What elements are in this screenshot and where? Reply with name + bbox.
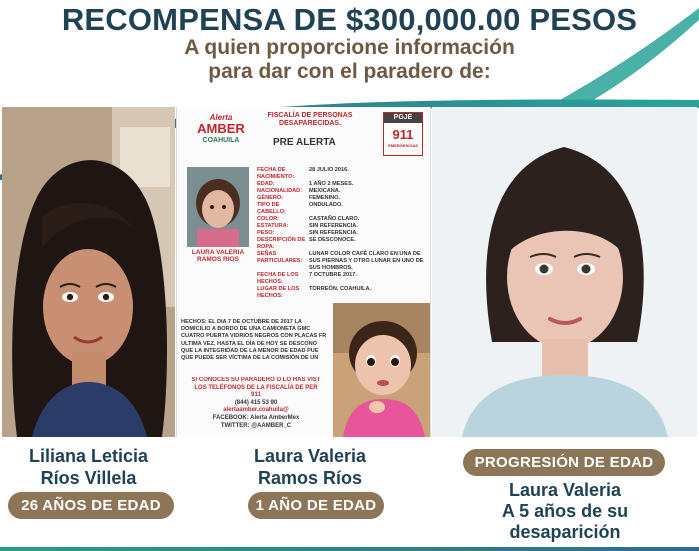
poster-field-row bbox=[257, 188, 427, 195]
logo-line3: COAHUILA bbox=[202, 137, 240, 145]
reward-subtitle-line1: A quien proporcione información bbox=[184, 36, 515, 59]
field-value: CASTAÑO CLARO. bbox=[309, 216, 360, 222]
child-portrait-small bbox=[187, 167, 249, 247]
person1-age-badge: 26 AÑOS DE EDAD bbox=[8, 492, 174, 519]
contact-phone: (844) 415 53 90 bbox=[234, 399, 278, 406]
field-value: FEMENINO. bbox=[309, 195, 341, 201]
poster-child-photo bbox=[187, 167, 249, 247]
logo-line2: AMBER bbox=[197, 121, 245, 137]
field-value: LUNAR COLOR CAFÉ CLARO EN UNA DE SUS PIERNAS Y OTRO LUNAR EN UNO DE SUS HOMBROS. bbox=[309, 251, 424, 271]
field-label: PESO: bbox=[257, 230, 275, 236]
poster-field-row bbox=[257, 237, 427, 251]
photo-liliana bbox=[2, 107, 175, 437]
age-progression-portrait bbox=[432, 107, 697, 437]
contact-line3: 911 bbox=[251, 392, 261, 399]
reward-title: RECOMPENSA DE $300,000.00 PESOS bbox=[61, 2, 638, 37]
field-value: SE DESCONOCE. bbox=[309, 237, 356, 243]
field-value: 1 AÑO 2 MESES. bbox=[309, 181, 354, 187]
field-label: SEÑAS PARTICULARES: bbox=[257, 251, 303, 264]
emergency-label: EMERGENCIAS bbox=[388, 143, 418, 148]
progression-caption bbox=[450, 480, 680, 543]
bottom-accent-line bbox=[0, 547, 699, 551]
progression-line3: desaparición bbox=[509, 522, 621, 542]
field-label: FECHA DE NACIMIENTO: bbox=[257, 167, 295, 180]
poster-photo-caption bbox=[183, 249, 253, 264]
person2-age-badge: 1 AÑO DE EDAD bbox=[248, 492, 384, 519]
poster-field-row bbox=[257, 223, 427, 230]
field-label: LUGAR DE LOS HECHOS: bbox=[257, 286, 300, 299]
poster-caption-line1: LAURA VALERIA bbox=[191, 249, 245, 256]
progression-line2: A 5 años de su bbox=[501, 501, 629, 521]
field-label: GÉNERO: bbox=[257, 195, 284, 201]
progression-line1: Laura Valeria bbox=[508, 480, 622, 500]
person2-name-line1: Laura Valeria bbox=[253, 446, 367, 466]
facts-line: HECHOS: EL DÍA 7 DE OCTUBRE DE 2017 LA bbox=[181, 319, 302, 325]
facts-line: CUATRO PUERTA VIDRIOS NEGROS CON PLACAS FR bbox=[181, 333, 327, 340]
alert-type: PRE ALERTA bbox=[273, 137, 336, 148]
toddler-portrait bbox=[333, 303, 431, 437]
poster-facts bbox=[181, 319, 331, 362]
field-label: EDAD: bbox=[257, 181, 275, 187]
child-inset-photo bbox=[333, 303, 431, 437]
pgje-badge bbox=[383, 112, 423, 156]
amber-alert-logo bbox=[191, 113, 251, 153]
person2-name bbox=[220, 445, 400, 489]
poster-field-row bbox=[257, 251, 427, 272]
field-label: DESCRIPCIÓN DE ROPA: bbox=[257, 237, 306, 250]
poster-field-row bbox=[257, 195, 427, 202]
poster-contact bbox=[181, 377, 331, 430]
contact-line2: LOS TELÉFONOS DE LA FISCALÍA DE PER bbox=[194, 384, 318, 391]
age-progression-badge: PROGRESIÓN DE EDAD bbox=[463, 449, 665, 476]
facts-line: ULTIMA VEZ, HASTA EL DÍA DE HOY SE DESCONO bbox=[181, 340, 318, 347]
facts-line: DOMICILIO A BORDO DE UNA CAMIONETA GMC bbox=[181, 326, 311, 333]
contact-facebook: FACEBOOK: Alerta AmberMex bbox=[212, 414, 300, 421]
poster-fields bbox=[257, 167, 427, 300]
woman-portrait-illustration bbox=[2, 107, 175, 437]
poster-field-row bbox=[257, 230, 427, 237]
contact-twitter: TWITTER: @AAMBER_C bbox=[220, 422, 292, 429]
poster-caption-line2: RAMOS RIOS bbox=[197, 256, 239, 264]
emergency-number: 911 bbox=[392, 127, 414, 142]
agency-line1: FISCALÍA DE PERSONAS bbox=[267, 112, 353, 119]
field-value: SIN REFERENCIA. bbox=[309, 223, 358, 229]
contact-line1: SI CONOCES SU PARADERO O LO HAS VIST bbox=[191, 377, 321, 383]
person2-name-line2: Ramos Ríos bbox=[257, 468, 363, 488]
field-value: TORREÓN, COAHUILA. bbox=[309, 286, 372, 292]
facts-line: QUE LA INTEGRIDAD DE LA MENOR DE EDAD PUE bbox=[181, 347, 319, 354]
field-value: 7 OCTUBRE 2017. bbox=[309, 272, 357, 278]
agency-name bbox=[255, 112, 365, 128]
pgje-label: PGJE bbox=[384, 113, 422, 123]
field-label: ESTATURA: bbox=[257, 223, 289, 229]
field-value: 28 JULIO 2016. bbox=[309, 167, 349, 173]
logo-line1: Alerta bbox=[209, 113, 233, 122]
field-label: FECHA DE LOS HECHOS: bbox=[257, 272, 299, 285]
pre-alert-poster bbox=[176, 107, 431, 437]
poster-field-row bbox=[257, 181, 427, 188]
field-value: SIN REFERENCIA. bbox=[309, 230, 358, 236]
photo-age-progression bbox=[432, 107, 697, 437]
reward-subtitle-line2: para dar con el paradero de: bbox=[208, 60, 491, 83]
field-value: ONDULADO. bbox=[309, 202, 343, 208]
field-value: MEXICANA. bbox=[309, 188, 341, 194]
field-label: COLOR: bbox=[257, 216, 280, 222]
poster-field-row bbox=[257, 286, 427, 300]
facts-line: QUE PUEDE SER VÍCTIMA DE LA COMISIÓN DE UN bbox=[181, 355, 319, 362]
person1-name bbox=[2, 445, 175, 489]
person1-name-line1: Liliana Leticia bbox=[28, 446, 149, 466]
person1-name-line2: Ríos Villela bbox=[40, 468, 137, 488]
poster-field-row bbox=[257, 216, 427, 223]
poster-field-row bbox=[257, 272, 427, 286]
field-label: NACIONALIDAD: bbox=[257, 188, 303, 194]
poster-field-row bbox=[257, 202, 427, 216]
field-label: TIPO DE CABELLO: bbox=[257, 202, 286, 215]
contact-email: alertaamber.coahuila@ bbox=[223, 407, 289, 414]
agency-line2: DESAPARECIDAS. bbox=[278, 120, 342, 128]
poster-field-row bbox=[257, 167, 427, 181]
